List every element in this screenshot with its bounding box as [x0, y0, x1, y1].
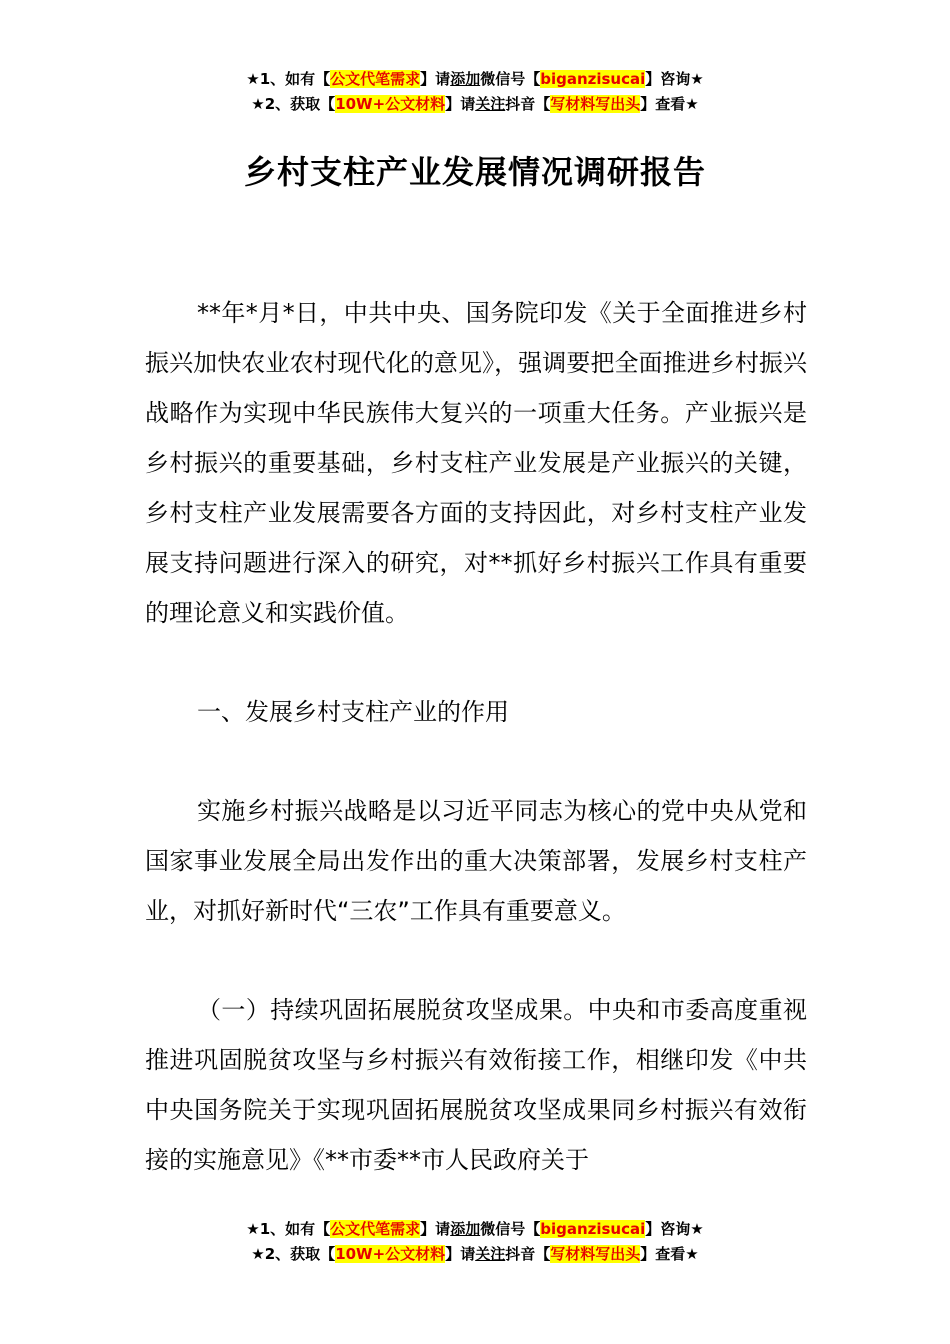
- banner-line-2: [0, 92, 950, 117]
- paragraph-subsection-1: （一）持续巩固拓展脱贫攻坚成果。中央和市委高度重视推进巩固脱贫攻坚与乡村振兴有效衔接工作，相继印发《中共中央国务院关于实现巩固拓展脱贫攻坚成果同乡村振兴有效衔接的实施意见》《**市委**市人民政府关于: [145, 996, 807, 1174]
- banner-text: ★2、获取【: [251, 1245, 336, 1263]
- banner-highlight: 公文代笔需求: [330, 1220, 421, 1238]
- paragraph-block-2: [145, 786, 807, 936]
- footer-banner-line-2: [0, 1242, 950, 1267]
- banner-text: ★1、如有【: [246, 1220, 331, 1238]
- banner-text: 】查看★: [640, 95, 699, 113]
- banner-underline: 添加: [450, 70, 481, 88]
- banner-highlight: biganzisucai: [540, 70, 646, 88]
- banner-text: 微信号【: [480, 70, 541, 88]
- section-heading: 一、发展乡村支柱产业的作用: [197, 698, 509, 726]
- header-banner: [0, 67, 950, 117]
- banner-text: 微信号【: [480, 1220, 541, 1238]
- banner-text: ★1、如有【: [246, 70, 331, 88]
- banner-text: 】请: [445, 95, 476, 113]
- banner-highlight: 10W+公文材料: [335, 95, 446, 113]
- banner-highlight: 10W+公文材料: [335, 1245, 446, 1263]
- banner-text: ★2、获取【: [251, 95, 336, 113]
- document-body: [145, 288, 807, 638]
- banner-text: 】请: [445, 1245, 476, 1263]
- banner-highlight: biganzisucai: [540, 1220, 646, 1238]
- banner-highlight: 写材料写出头: [550, 95, 641, 113]
- banner-text: 】请: [420, 1220, 451, 1238]
- paragraph-intro: **年*月*日，中共中央、国务院印发《关于全面推进乡村振兴加快农业农村现代化的意见》，强调要把全面推进乡村振兴战略作为实现中华民族伟大复兴的一项重大任务。产业振兴是乡村振兴的重要基础，乡村支柱产业发展是产业振兴的关键，乡村支柱产业发展需要各方面的支持因此，对乡村支柱产业发展支持问题进行深入的研究，对**抓好乡村振兴工作具有重要的理论意义和实践价值。: [145, 299, 807, 627]
- banner-text: 】咨询★: [645, 1220, 704, 1238]
- section-heading-block: [145, 687, 807, 737]
- paragraph-role: 实施乡村振兴战略是以习近平同志为核心的党中央从党和国家事业发展全局出发作出的重大决策部署，发展乡村支柱产业，对抓好新时代“三农”工作具有重要意义。: [145, 797, 807, 925]
- banner-highlight: 公文代笔需求: [330, 70, 421, 88]
- footer-banner: [0, 1217, 950, 1267]
- paragraph-block-3: [145, 985, 807, 1185]
- banner-text: 抖音【: [505, 95, 551, 113]
- banner-text: 抖音【: [505, 1245, 551, 1263]
- banner-text: 】请: [420, 70, 451, 88]
- footer-banner-line-1: [0, 1217, 950, 1242]
- banner-underline: 关注: [475, 1245, 506, 1263]
- banner-underline: 添加: [450, 1220, 481, 1238]
- banner-line-1: [0, 67, 950, 92]
- banner-highlight: 写材料写出头: [550, 1245, 641, 1263]
- document-title: 乡村支柱产业发展情况调研报告: [243, 153, 706, 191]
- banner-text: 】咨询★: [645, 70, 704, 88]
- banner-text: 】查看★: [640, 1245, 699, 1263]
- banner-underline: 关注: [475, 95, 506, 113]
